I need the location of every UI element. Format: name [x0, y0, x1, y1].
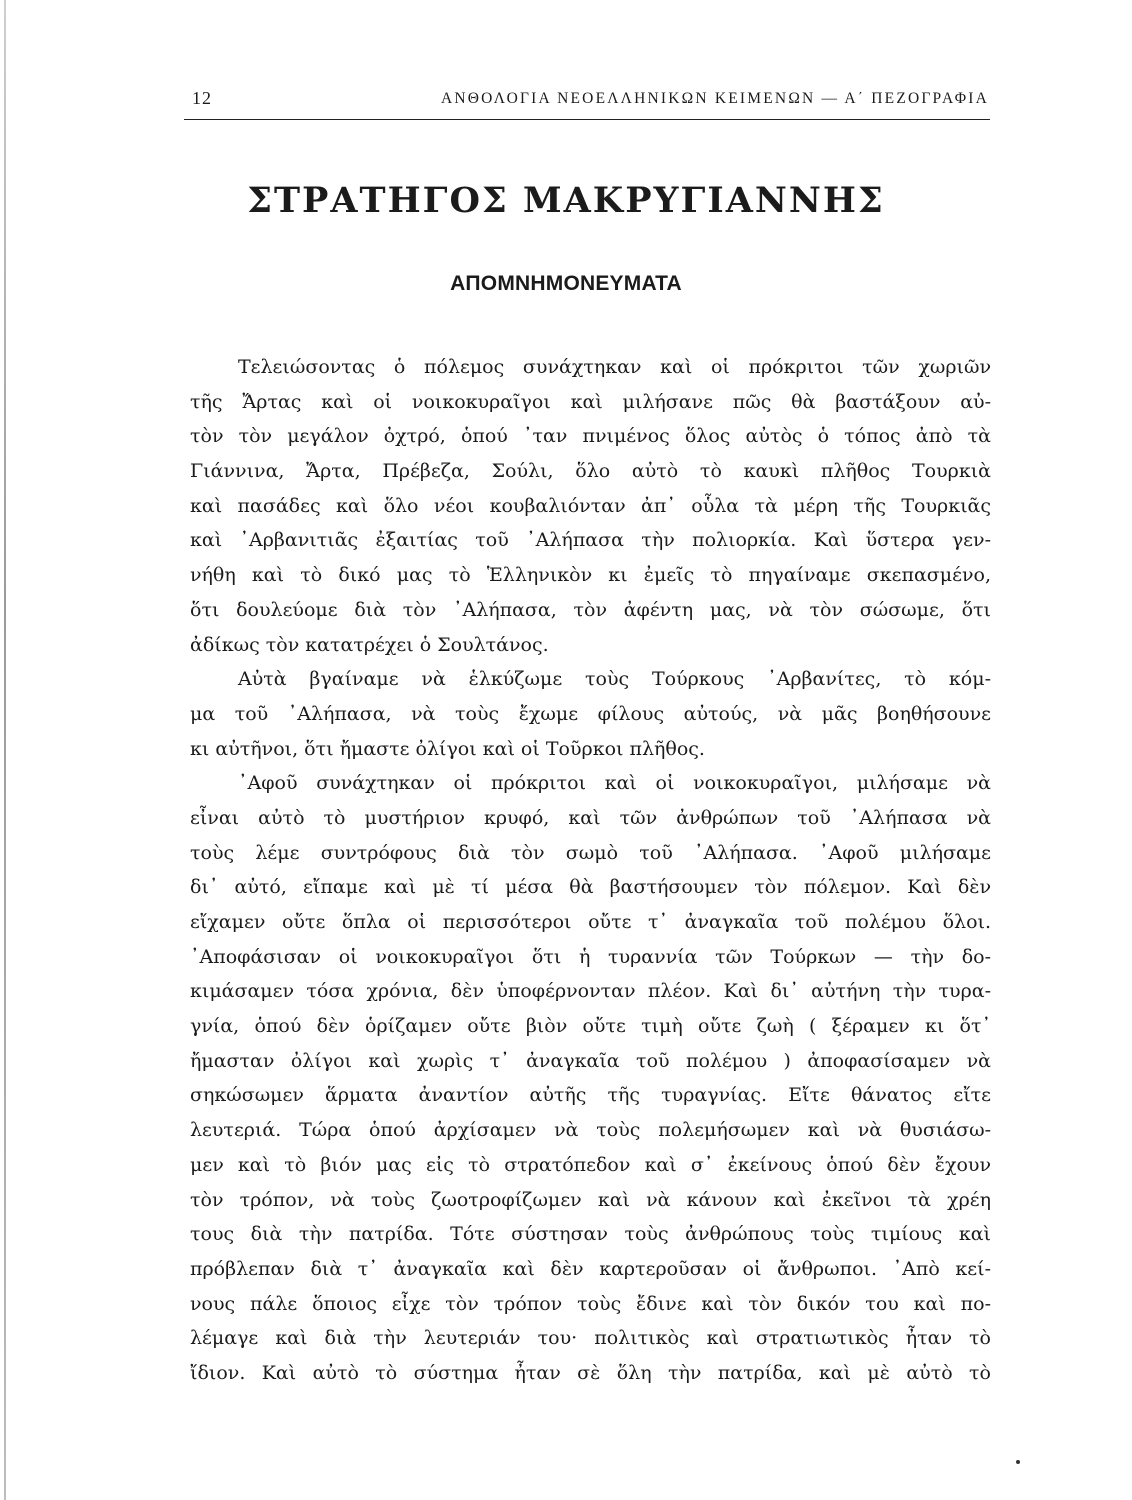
text-line: λευτεριά. Τώρα ὁπού ἀρχίσαμεν νὰ τοὺς πολεμήσωμεν καὶ νὰ θυσιάσω-: [190, 1119, 991, 1142]
running-head: ΑΝΘΟΛΟΓΙΑ ΝΕΟΕΛΛΗΝΙΚΩΝ ΚΕΙΜΕΝΩΝ — Α΄ ΠΕΖΟΓΡΑΦΙΑ: [440, 90, 989, 107]
text-line: τῆς Ἄρτας καὶ οἱ νοικοκυραῖγοι καὶ μιλήσανε πῶς θὰ βαστάξουν αὐ-: [190, 390, 991, 413]
text-line: κι αὐτῆνοι, ὅτι ἤμαστε ὀλίγοι καὶ οἱ Τοῦρκοι πλῆθος.: [190, 737, 705, 760]
chapter-subtitle: ΑΠΟΜΝΗΜΟΝΕΥΜΑΤΑ: [450, 272, 682, 295]
text-line: εἶναι αὐτὸ τὸ μυστήριον κρυφό, καὶ τῶν ἀνθρώπων τοῦ ᾿Αλήπασα νὰ: [190, 806, 991, 829]
text-line: νήθη καὶ τὸ δικό μας τὸ Ἑλληνικὸν κι ἐμεῖς τὸ πηγαίναμε σκεπασμένο,: [190, 564, 991, 587]
text-line: Γιάννινα, Ἄρτα, Πρέβεζα, Σούλι, ὅλο αὐτὸ τὸ καυκὶ πλῆθος Τουρκιὰ: [190, 460, 991, 483]
text-line: τὸν τὸν μεγάλον ὀχτρό, ὁπού ᾿ταν πνιμένος ὅλος αὐτὸς ὁ τόπος ἀπὸ τὰ: [190, 425, 991, 448]
text-line: τους διὰ τὴν πατρίδα. Τότε σύστησαν τοὺς ἀνθρώπους τοὺς τιμίους καὶ: [190, 1223, 991, 1246]
text-line: κιμάσαμεν τόσα χρόνια, δὲν ὑποφέρνονταν πλέον. Καὶ δι᾿ αὐτήνη τὴν τυρα-: [190, 980, 991, 1003]
print-speck: [1016, 1460, 1020, 1464]
text-line: ἀδίκως τὸν κατατρέχει ὁ Σουλτάνος.: [190, 633, 549, 656]
header-rule: [184, 119, 990, 120]
text-line: μεν καὶ τὸ βιόν μας εἰς τὸ στρατόπεδον καὶ σ᾿ ἐκείνους ὁπού δὲν ἔχουν: [190, 1153, 991, 1176]
text-line: λέμαγε καὶ διὰ τὴν λευτεριάν του· πολιτικὸς καὶ στρατιωτικὸς ἦταν τὸ: [190, 1327, 991, 1350]
text-line: ὅτι δουλεύομε διὰ τὸν ᾿Αλήπασα, τὸν ἀφέντη μας, νὰ τὸν σώσωμε, ὅτι: [190, 598, 991, 621]
text-line: καὶ πασάδες καὶ ὅλο νέοι κουβαλιόνταν ἀπ᾿ οὗλα τὰ μέρη τῆς Τουρκιᾶς: [190, 494, 991, 517]
chapter-title: ΣΤΡΑΤΗΓΟΣ ΜΑΚΡΥΓΙΑΝΝΗΣ: [247, 180, 885, 221]
text-line: τὸν τρόπον, νὰ τοὺς ζωοτροφίζωμεν καὶ νὰ κάνουν καὶ ἐκεῖνοι τὰ χρέη: [190, 1188, 991, 1211]
text-line: ἤμασταν ὀλίγοι καὶ χωρὶς τ᾿ ἀναγκαῖα τοῦ πολέμου ) ἀποφασίσαμεν νὰ: [190, 1049, 991, 1072]
page-number: 12: [192, 88, 212, 108]
text-line: ᾿Αφοῦ συνάχτηκαν οἱ πρόκριτοι καὶ οἱ νοικοκυραῖγοι, μιλήσαμε νὰ: [238, 772, 991, 795]
page-header: [192, 88, 989, 118]
text-line: δι᾿ αὐτό, εἴπαμε καὶ μὲ τί μέσα θὰ βαστήσουμεν τὸν πόλεμον. Καὶ δὲν: [190, 876, 991, 899]
text-line: ἴδιον. Καὶ αὐτὸ τὸ σύστημα ἦταν σὲ ὅλη τὴν πατρίδα, καὶ μὲ αὐτὸ τὸ: [190, 1361, 991, 1384]
text-line: Τελειώσοντας ὁ πόλεμος συνάχτηκαν καὶ οἱ πρόκριτοι τῶν χωριῶν: [238, 356, 991, 378]
text-line: πρόβλεπαν διὰ τ᾿ ἀναγκαῖα καὶ δὲν καρτεροῦσαν οἱ ἄνθρωποι. ᾿Απὸ κεί-: [190, 1257, 991, 1280]
text-line: καὶ ᾿Αρβανιτιᾶς ἐξαιτίας τοῦ ᾿Αλήπασα τὴν πολιορκία. Καὶ ὕστερα γεν-: [190, 529, 991, 552]
text-line: γνία, ὁπού δὲν ὁρίζαμεν οὔτε βιὸν οὔτε τιμὴ οὔτε ζωὴ ( ξέραμεν κι ὅτ᾿: [190, 1015, 991, 1038]
text-line: εἴχαμεν οὔτε ὅπλα οἱ περισσότεροι οὔτε τ᾿ ἀναγκαῖα τοῦ πολέμου ὅλοι.: [190, 911, 991, 933]
text-line: Αὐτὰ βγαίναμε νὰ ἑλκύζωμε τοὺς Τούρκους ᾿Αρβανίτες, τὸ κόμ-: [238, 668, 991, 691]
text-line: σηκώσωμεν ἅρματα ἀναντίον αὐτῆς τῆς τυραγνίας. Εἴτε θάνατος εἴτε: [190, 1084, 991, 1107]
page-edge-shadow: [4, 0, 6, 1500]
text-line: ᾿Αποφάσισαν οἱ νοικοκυραῖγοι ὅτι ἡ τυραννία τῶν Τούρκων — τὴν δο-: [190, 945, 991, 968]
body-text: [190, 350, 991, 1391]
text-line: τοὺς λέμε συντρόφους διὰ τὸν σωμὸ τοῦ ᾿Αλήπασα. ᾿Αφοῦ μιλήσαμε: [190, 841, 991, 864]
text-line: νους πάλε ὅποιος εἶχε τὸν τρόπον τοὺς ἔδινε καὶ τὸν δικόν του καὶ πο-: [190, 1292, 991, 1315]
text-line: μα τοῦ ᾿Αλήπασα, νὰ τοὺς ἔχωμε φίλους αὐτούς, νὰ μᾶς βοηθήσουνε: [190, 702, 991, 725]
